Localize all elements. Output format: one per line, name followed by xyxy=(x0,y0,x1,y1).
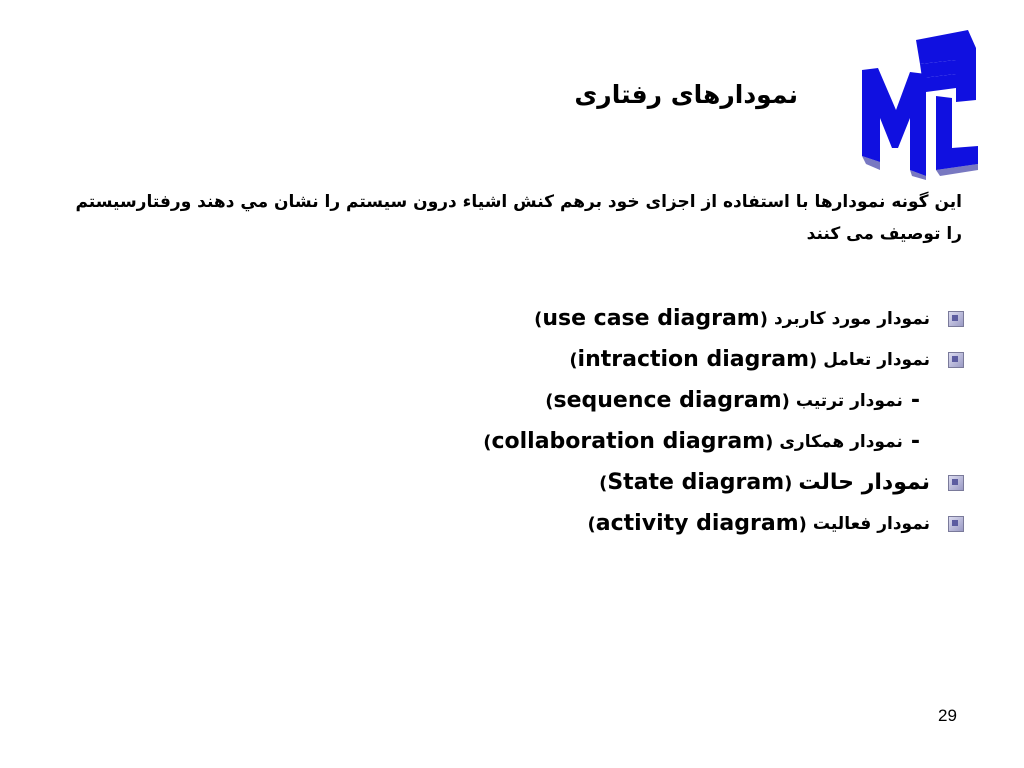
item-english-term xyxy=(588,511,807,536)
item-persian-label: نمودار تعامل xyxy=(823,349,930,370)
close-paren: ) xyxy=(759,309,768,330)
item-persian-label: نمودار همکاری xyxy=(779,431,903,452)
open-paren: ( xyxy=(545,391,554,412)
close-paren: ) xyxy=(784,473,793,494)
item-english-term xyxy=(569,347,817,372)
diagram-list xyxy=(264,298,964,544)
english-text: sequence diagram xyxy=(553,388,782,413)
list-item xyxy=(264,380,964,421)
item-persian-label: نمودار فعالیت xyxy=(812,513,930,534)
item-persian-label: نمودار مورد کاربرد xyxy=(773,308,930,329)
bullet-icon xyxy=(948,475,964,491)
uml-logo xyxy=(856,30,980,180)
list-item xyxy=(264,421,964,462)
open-paren: ( xyxy=(483,432,492,453)
close-paren: ) xyxy=(765,432,774,453)
item-persian-label: نمودار حالت xyxy=(798,470,930,495)
english-text: activity diagram xyxy=(595,511,799,536)
english-text: use case diagram xyxy=(542,306,760,331)
close-paren: ) xyxy=(798,514,807,535)
english-text: State diagram xyxy=(607,470,785,495)
english-text: intraction diagram xyxy=(577,347,809,372)
list-item xyxy=(264,503,964,544)
open-paren: ( xyxy=(569,350,578,371)
open-paren: ( xyxy=(534,309,543,330)
item-persian-label: نمودار ترتیب xyxy=(795,390,903,411)
intro-paragraph: این گونه نمودارها با استفاده از اجزای خود برهم کنش اشیاء درون سیستم را نشان مي دهند ورفتارسیستم را توصیف می کنند xyxy=(75,192,962,244)
list-item xyxy=(264,339,964,380)
list-item xyxy=(264,462,964,503)
uml-logo-l xyxy=(936,96,978,170)
open-paren: ( xyxy=(599,473,608,494)
close-paren: ) xyxy=(809,350,818,371)
item-english-term xyxy=(483,429,773,454)
sub-item-dash: - xyxy=(910,429,920,454)
item-english-term xyxy=(534,306,768,331)
sub-item-dash: - xyxy=(910,388,920,413)
bullet-icon xyxy=(948,311,964,327)
page-number: 29 xyxy=(938,706,957,725)
bullet-icon xyxy=(948,352,964,368)
item-english-term xyxy=(545,388,790,413)
english-text: collaboration diagram xyxy=(491,429,766,454)
open-paren: ( xyxy=(587,514,596,535)
list-item xyxy=(264,298,964,339)
close-paren: ) xyxy=(781,391,790,412)
item-english-term xyxy=(599,470,792,495)
slide-title: نمودارهای رفتاری xyxy=(574,80,798,109)
bullet-icon xyxy=(948,516,964,532)
